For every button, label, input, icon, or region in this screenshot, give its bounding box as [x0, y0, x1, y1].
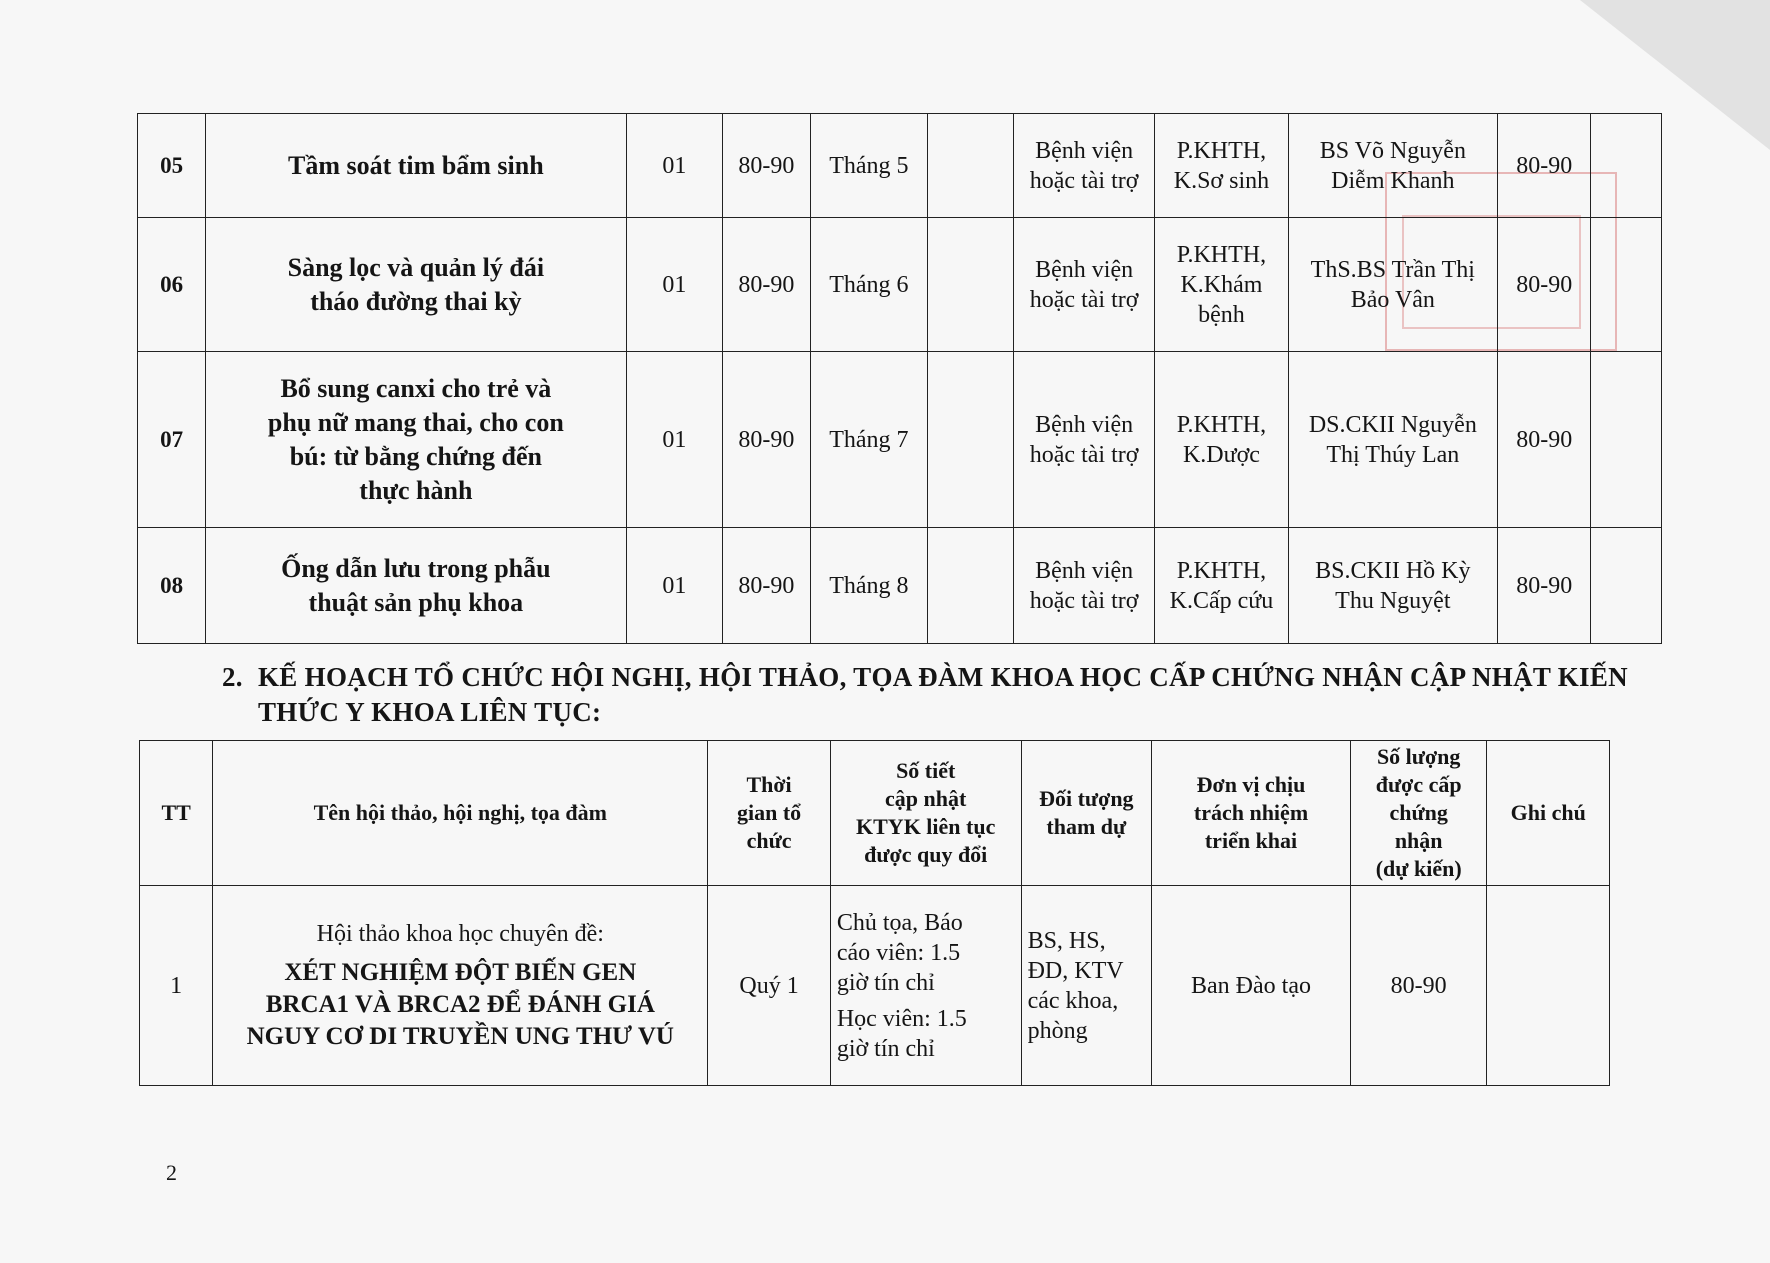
header-hours: Số tiết cập nhật KTYK liên tục được quy đổi: [830, 741, 1021, 886]
header-audience: Đối tượng tham dự: [1021, 741, 1152, 886]
row-number: 05: [138, 114, 206, 218]
credit-hours-speakers: Chủ tọa, Báo cáo viên: 1.5 giờ tín chỉ: [836, 909, 963, 996]
responsible-unit: Ban Đào tạo: [1152, 886, 1351, 1086]
note-cell: [1591, 528, 1662, 644]
training-schedule-table: [137, 113, 1662, 644]
session-count: 01: [626, 218, 723, 352]
header-note: Ghi chú: [1487, 741, 1610, 886]
header-name: Tên hội thảo, hội nghị, tọa đàm: [213, 741, 708, 886]
participant-count: 80-90: [723, 114, 811, 218]
speaker: ThS.BS Trần Thị Bảo Vân: [1288, 218, 1498, 352]
course-title: Sàng lọc và quản lý đái tháo đường thai kỳ: [206, 218, 626, 352]
month: Tháng 8: [810, 528, 927, 644]
month: Tháng 5: [810, 114, 927, 218]
certificate-count: 80-90: [1350, 886, 1487, 1086]
section-title: KẾ HOẠCH TỔ CHỨC HỘI NGHỊ, HỘI THẢO, TỌA ĐÀM KHOA HỌC CẤP CHỨNG NHẬN CẬP NHẬT KIẾN THỨC Y KHOA LIÊN TỤC:: [258, 662, 1628, 727]
month: Tháng 6: [810, 218, 927, 352]
header-certs: Số lượng được cấp chứng nhận (dự kiến): [1350, 741, 1487, 886]
course-title: Bổ sung canxi cho trẻ và phụ nữ mang thai, cho con bú: từ bằng chứng đến thực hành: [206, 352, 626, 528]
audience: BS, HS, ĐD, KTV các khoa, phòng: [1021, 886, 1152, 1086]
header-time: Thời gian tổ chức: [708, 741, 831, 886]
row-number: 08: [138, 528, 206, 644]
certificate-count: 80-90: [1498, 114, 1591, 218]
row-number: 1: [140, 886, 213, 1086]
note-cell: [1591, 352, 1662, 528]
credit-hours: [830, 886, 1021, 1086]
note-cell: [1591, 218, 1662, 352]
course-title: Tầm soát tim bẩm sinh: [206, 114, 626, 218]
course-title: Ống dẫn lưu trong phẫu thuật sản phụ khoa: [206, 528, 626, 644]
credit-hours-learners: Học viên: 1.5 giờ tín chỉ: [836, 1005, 967, 1062]
conference-intro: Hội thảo khoa học chuyên đề:: [316, 920, 604, 947]
conference-topic: XÉT NGHIỆM ĐỘT BIẾN GEN BRCA1 VÀ BRCA2 ĐỂ ĐÁNH GIÁ NGUY CƠ DI TRUYỀN UNG THƯ VÚ: [246, 958, 674, 1050]
department: P.KHTH, K.Sơ sinh: [1155, 114, 1288, 218]
conference-name: [213, 886, 708, 1086]
table-row: [138, 114, 1662, 218]
note-cell: [1487, 886, 1610, 1086]
row-number: 06: [138, 218, 206, 352]
session-count: 01: [626, 528, 723, 644]
header-tt: TT: [140, 741, 213, 886]
participant-count: 80-90: [723, 528, 811, 644]
certificate-count: 80-90: [1498, 528, 1591, 644]
session-count: 01: [626, 352, 723, 528]
speaker: BS.CKII Hồ Kỳ Thu Nguyệt: [1288, 528, 1498, 644]
empty-cell: [928, 352, 1014, 528]
note-cell: [1591, 114, 1662, 218]
table-row: [138, 218, 1662, 352]
certificate-count: 80-90: [1498, 352, 1591, 528]
department: P.KHTH, K.Khám bệnh: [1155, 218, 1288, 352]
session-count: 01: [626, 114, 723, 218]
participant-count: 80-90: [723, 352, 811, 528]
conference-time: Quý 1: [708, 886, 831, 1086]
empty-cell: [928, 114, 1014, 218]
empty-cell: [928, 528, 1014, 644]
department: P.KHTH, K.Cấp cứu: [1155, 528, 1288, 644]
row-number: 07: [138, 352, 206, 528]
speaker: BS Võ Nguyễn Diễm Khanh: [1288, 114, 1498, 218]
header-row: [140, 741, 1610, 886]
table-row: [138, 528, 1662, 644]
section-heading: [222, 660, 1642, 730]
participant-count: 80-90: [723, 218, 811, 352]
venue: Bệnh viện hoặc tài trợ: [1013, 352, 1154, 528]
venue: Bệnh viện hoặc tài trợ: [1013, 218, 1154, 352]
speaker: DS.CKII Nguyễn Thị Thúy Lan: [1288, 352, 1498, 528]
department: P.KHTH, K.Dược: [1155, 352, 1288, 528]
venue: Bệnh viện hoặc tài trợ: [1013, 114, 1154, 218]
section-number: 2.: [222, 662, 243, 692]
header-unit: Đơn vị chịu trách nhiệm triển khai: [1152, 741, 1351, 886]
empty-cell: [928, 218, 1014, 352]
conference-plan-table: [139, 740, 1610, 1086]
table-row: [140, 886, 1610, 1086]
page-number: 2: [166, 1160, 177, 1185]
venue: Bệnh viện hoặc tài trợ: [1013, 528, 1154, 644]
table-row: [138, 352, 1662, 528]
month: Tháng 7: [810, 352, 927, 528]
certificate-count: 80-90: [1498, 218, 1591, 352]
